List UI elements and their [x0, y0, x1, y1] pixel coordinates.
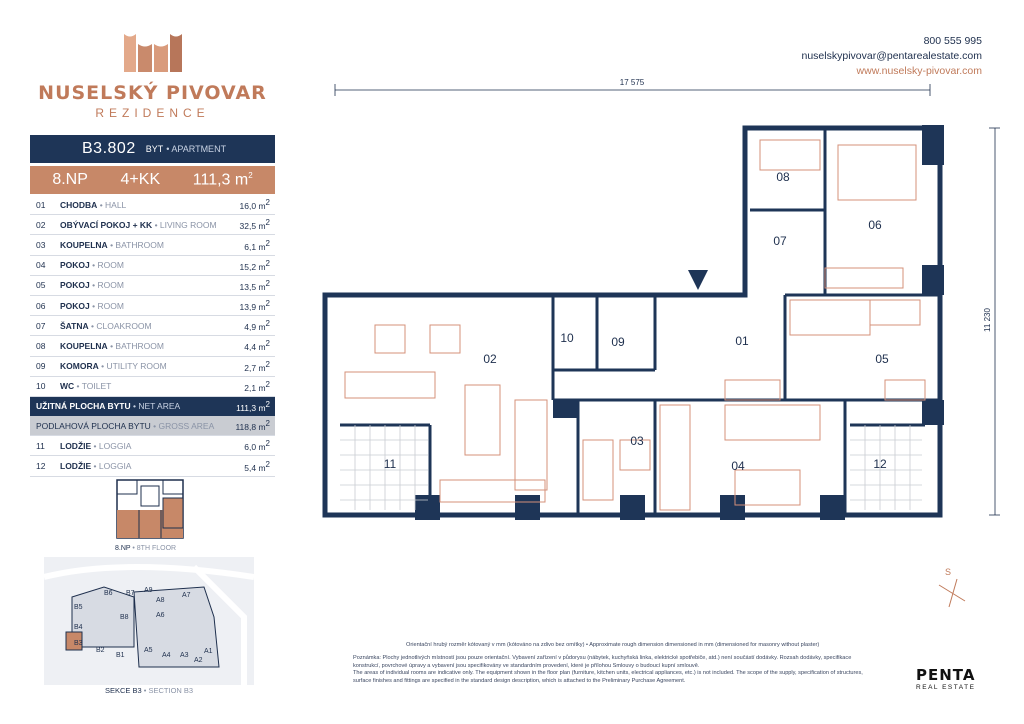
site-label-A3: A3 [180, 652, 189, 659]
compass-icon [935, 565, 969, 609]
room-row: 06 POKOJ • ROOM 13,9 $m^2$ [30, 296, 275, 316]
site-label-B6: B6 [104, 590, 113, 597]
brewery-logo-icon [118, 30, 188, 76]
website-link[interactable]: www.nuselsky-pivovar.com [856, 65, 982, 77]
site-label-A9: A9 [144, 587, 153, 594]
developer-subtitle: REAL ESTATE [916, 684, 976, 691]
site-label-B1: B1 [116, 652, 125, 659]
site-label-A8: A8 [156, 597, 165, 604]
floor-key-plan [115, 478, 185, 542]
net-area-row: UŽITNÁ PLOCHA BYTU • NET AREA 111,3 $m^2$ [30, 397, 275, 416]
apartment-summary [30, 166, 275, 194]
room-label-10: 10 [560, 331, 574, 345]
room-row: 03 KOUPELNA • BATHROOM 6,1 $m^2$ [30, 235, 275, 255]
room-label-04: 04 [731, 459, 745, 473]
site-label-B4: B4 [74, 624, 83, 631]
apartment-type-cz: BYT [145, 144, 164, 154]
total-area: 111,3 $m^2$ [192, 170, 253, 189]
floor-key-label: 8.NP • 8TH FLOOR [115, 545, 177, 552]
apartment-header [30, 135, 275, 163]
note-cz: Poznámka: Plochy jednotlivých místností jsou pouze orientační. Vybavení zařízení v půdorysu (nábytek, kuchyňská linka, elektrické spotřebiče, atd.) není součástí dodávky. Rozsah dodávky, specifikace konstrukcí, povrchové úpravy a vybavení jsou specifikovány ve standardním provedení, které je přílohou Smlouvy o budoucí kupní smlouvě. [353, 655, 852, 669]
room-row: 11 LODŽIE • LOGGIA 6,0 $m^2$ [30, 436, 275, 456]
site-label-A4: A4 [162, 652, 171, 659]
phone-number[interactable]: 800 555 995 [923, 35, 982, 47]
developer-logo [916, 666, 975, 691]
brand-logo [30, 30, 275, 120]
site-label-B3: B3 [74, 640, 83, 647]
site-label-A5: A5 [144, 647, 153, 654]
dimension-note: Orientační hrubý rozměr kótovaný v mm (kótováno na zdivo bez omítky) • Approximate rough dimension dimensioned in mm (dimensioned for masonry without plaster) [406, 642, 820, 648]
room-label-05: 05 [875, 352, 889, 366]
room-label-09: 09 [611, 335, 625, 349]
site-label-B7: B7 [126, 590, 135, 597]
developer-name: PENTA [916, 666, 976, 684]
email-link[interactable]: nuselskypivovar@pentarealestate.com [801, 50, 982, 62]
section-label: SEKCE B3 • SECTION B3 [105, 686, 194, 695]
site-label-A2: A2 [194, 657, 203, 664]
room-label-08: 08 [776, 170, 790, 184]
svg-text:S: S [945, 567, 952, 577]
width-dimension: 17 575 [619, 78, 645, 87]
site-label-B8: B8 [120, 614, 129, 621]
room-row: 01 CHODBA • HALL 16,0 $m^2$ [30, 195, 275, 215]
room-label-06: 06 [868, 218, 882, 232]
site-label-A1: A1 [204, 648, 213, 655]
room-label-02: 02 [483, 352, 497, 366]
room-row: 12 LODŽIE • LOGGIA 5,4 $m^2$ [30, 456, 275, 476]
room-row: 10 WC • TOILET 2,1 $m^2$ [30, 377, 275, 397]
apartment-code: B3.802 [82, 140, 136, 157]
brand-title: NUSELSKÝ PIVOVAR [38, 82, 267, 104]
gross-area-row: PODLAHOVÁ PLOCHA BYTU • GROSS AREA 118,8 $m^2$ [30, 416, 275, 436]
floor-plan [320, 70, 1000, 540]
floor-number: 8.NP [52, 171, 88, 188]
room-label-07: 07 [773, 234, 787, 248]
entrance-arrow-icon [688, 270, 708, 290]
apartment-type-en: • APARTMENT [166, 144, 227, 154]
room-row: 07 ŠATNA • CLOAKROOM 4,9 $m^2$ [30, 316, 275, 336]
site-label-B2: B2 [96, 647, 105, 654]
room-row: 05 POKOJ • ROOM 13,5 $m^2$ [30, 276, 275, 296]
site-label-A7: A7 [182, 592, 191, 599]
brand-subtitle: REZIDENCE [95, 106, 210, 120]
room-label-01: 01 [735, 334, 749, 348]
room-row: 02 OBÝVACÍ POKOJ + KK • LIVING ROOM 32,5 $m^2$ [30, 215, 275, 235]
height-dimension: 11 230 [983, 308, 992, 332]
note-en: The areas of individual rooms are indicative only. The equipment shown in the floor plan (furniture, kitchen units, electrical appliances, etc.) is not included. The scope of the supply, specification of structures, surface finishes and fittings are specified in the standard design description, which is attached to the Preliminary Purchase Agreement. [353, 670, 863, 684]
room-label-03: 03 [630, 434, 644, 448]
room-table [30, 195, 275, 477]
room-row: 08 KOUPELNA • BATHROOM 4,4 $m^2$ [30, 336, 275, 356]
room-label-12: 12 [873, 457, 887, 471]
site-plan [44, 557, 254, 685]
room-row: 04 POKOJ • ROOM 15,2 $m^2$ [30, 256, 275, 276]
site-label-A6: A6 [156, 612, 165, 619]
room-row: 09 KOMORA • UTILITY ROOM 2,7 $m^2$ [30, 357, 275, 377]
site-label-B5: B5 [74, 604, 83, 611]
legal-notes [353, 642, 863, 685]
layout-type: 4+KK [120, 171, 161, 188]
room-label-11: 11 [383, 457, 397, 471]
